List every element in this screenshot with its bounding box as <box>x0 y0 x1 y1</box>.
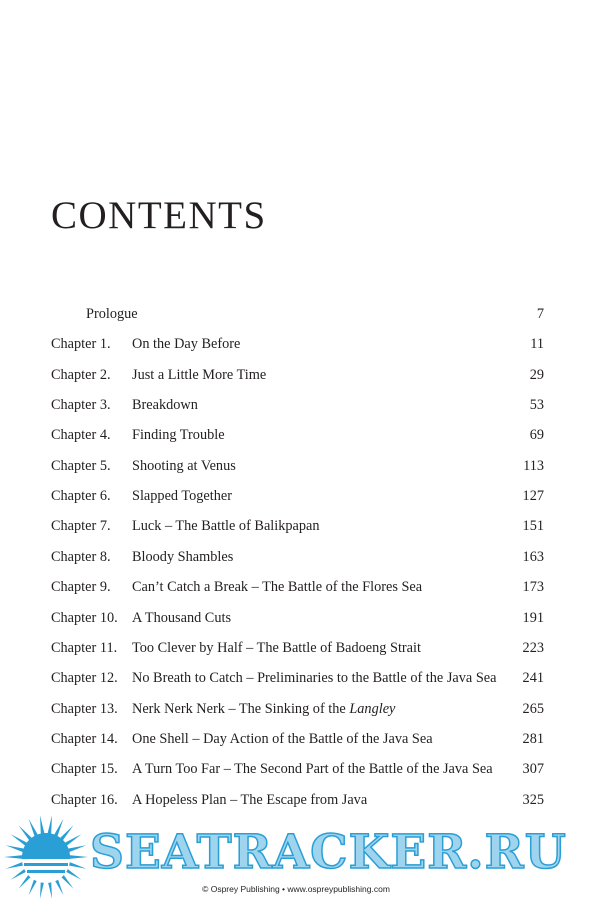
toc-chapter-label: Chapter 3. <box>51 397 111 414</box>
toc-entry-page: 173 <box>522 579 544 596</box>
toc-entry-chapter[interactable] <box>0 668 592 688</box>
toc-entry-page: 113 <box>523 457 544 474</box>
sun-ray <box>47 815 52 835</box>
toc-entry-title <box>132 759 493 779</box>
toc-entry-title-text: A Thousand Cuts <box>132 609 232 626</box>
toc-entry-chapter[interactable] <box>0 790 592 810</box>
toc-entry-title <box>132 365 266 385</box>
toc-entry-chapter[interactable] <box>0 547 592 567</box>
toc-entry-title <box>132 577 422 597</box>
toc-entry-page: 163 <box>522 548 544 565</box>
toc-entry-page: 53 <box>529 397 544 414</box>
sun-ray <box>68 855 88 859</box>
toc-entry-chapter[interactable] <box>0 425 592 445</box>
toc-entry-prologue[interactable] <box>0 304 592 324</box>
contents-heading: CONTENTS <box>51 194 267 237</box>
toc-chapter-label: Chapter 13. <box>51 700 118 717</box>
toc-chapter-label: Chapter 7. <box>51 518 111 535</box>
toc-chapter-label: Chapter 8. <box>51 548 111 565</box>
toc-entry-title <box>132 334 240 354</box>
toc-entry-page: 223 <box>522 639 544 656</box>
toc-entry-chapter[interactable] <box>0 516 592 536</box>
toc-entry-title-text: A Turn Too Far – The Second Part of the Battle of the Java Sea <box>132 761 493 778</box>
toc-chapter-label: Chapter 14. <box>51 730 118 747</box>
sun-ray <box>67 845 87 853</box>
toc-chapter-label: Chapter 11. <box>51 639 118 656</box>
toc-entry-page: 151 <box>522 518 544 535</box>
toc-entry-page: 127 <box>522 488 544 505</box>
toc-entry-title-text: A Hopeless Plan – The Escape from Java <box>132 791 368 808</box>
toc-entry-title-text: Shooting at Venus <box>132 457 236 474</box>
toc-entry-title <box>132 790 367 810</box>
toc-entry-title <box>132 638 421 658</box>
toc-chapter-label: Chapter 9. <box>51 579 111 596</box>
toc-entry-title-text: No Breath to Catch – Preliminaries to the Battle of the Java Sea <box>132 670 497 687</box>
toc-entry-chapter[interactable] <box>0 699 592 719</box>
sun-ray <box>4 855 24 859</box>
toc-entry-title-text: Slapped Together <box>132 488 232 505</box>
toc-entry-chapter[interactable] <box>0 729 592 749</box>
toc-entry-chapter[interactable] <box>0 365 592 385</box>
watermark-text: SEATRACKER.RU <box>90 825 567 880</box>
toc-entry-page: 325 <box>522 791 544 808</box>
toc-entry-chapter[interactable] <box>0 638 592 658</box>
toc-chapter-label: Chapter 10. <box>51 609 118 626</box>
toc-entry-title-text: Finding Trouble <box>132 427 225 444</box>
toc-entry-chapter[interactable] <box>0 577 592 597</box>
toc-chapter-label: Chapter 2. <box>51 366 111 383</box>
toc-entry-page: 11 <box>530 336 544 353</box>
toc-chapter-label: Chapter 4. <box>51 427 111 444</box>
toc-chapter-label: Chapter 15. <box>51 761 118 778</box>
toc-entry-page: 7 <box>536 306 544 322</box>
toc-entry-title <box>132 729 433 749</box>
toc-entry-title-text: Can’t Catch a Break – The Battle of the Flores Sea <box>132 579 423 596</box>
toc-entry-chapter[interactable] <box>0 608 592 628</box>
toc-entry-page: 69 <box>529 427 544 444</box>
toc-chapter-label: Chapter 6. <box>51 488 111 505</box>
toc-entry-page: 241 <box>522 670 544 687</box>
toc-entry-title <box>132 699 395 719</box>
toc-entry-chapter[interactable] <box>0 486 592 506</box>
toc-entry-chapter[interactable] <box>0 334 592 354</box>
toc-entry-title <box>132 608 231 628</box>
toc-chapter-label: Chapter 16. <box>51 791 118 808</box>
toc-entry-chapter[interactable] <box>0 456 592 476</box>
sun-ray <box>6 845 26 853</box>
toc-entry-title <box>132 456 236 476</box>
toc-entry-title-text: Nerk Nerk Nerk – The Sinking of the <box>132 700 350 717</box>
toc-entry-page: 307 <box>522 761 544 778</box>
toc-entry-title <box>132 395 198 415</box>
toc-entry-page: 29 <box>529 366 544 383</box>
toc-entry-chapter[interactable] <box>0 395 592 415</box>
toc-entry-title-text: One Shell – Day Action of the Battle of the Java Sea <box>132 730 433 747</box>
toc-entry-title: Prologue <box>86 306 138 322</box>
toc-entry-page: 191 <box>522 609 544 626</box>
toc-entry-page: 281 <box>522 730 544 747</box>
toc-entry-title <box>132 516 320 536</box>
footer-copyright: © Osprey Publishing • www.ospreypublishing.com <box>202 884 390 894</box>
sun-ray <box>40 815 45 835</box>
toc-entry-title <box>132 486 232 506</box>
toc-entry-title-text: Just a Little More Time <box>132 366 267 383</box>
toc-entry-title-text: Breakdown <box>132 397 198 414</box>
toc-entry-page: 265 <box>522 700 544 717</box>
toc-entry-title-text: Luck – The Battle of Balikpapan <box>132 518 320 535</box>
toc-entry-title-text: Too Clever by Half – The Battle of Badoeng Strait <box>132 639 421 656</box>
toc-chapter-label: Chapter 1. <box>51 336 111 353</box>
toc-chapter-label: Chapter 12. <box>51 670 118 687</box>
toc-entry-title <box>132 425 225 445</box>
toc-entry-title-text: Bloody Shambles <box>132 548 234 565</box>
toc-entry-title-text: On the Day Before <box>132 336 241 353</box>
toc-entry-title-italic: Langley <box>349 700 396 717</box>
toc-entry-chapter[interactable] <box>0 759 592 779</box>
toc-chapter-label: Chapter 5. <box>51 457 111 474</box>
toc-entry-title <box>132 668 496 688</box>
toc-entry-title <box>132 547 233 567</box>
